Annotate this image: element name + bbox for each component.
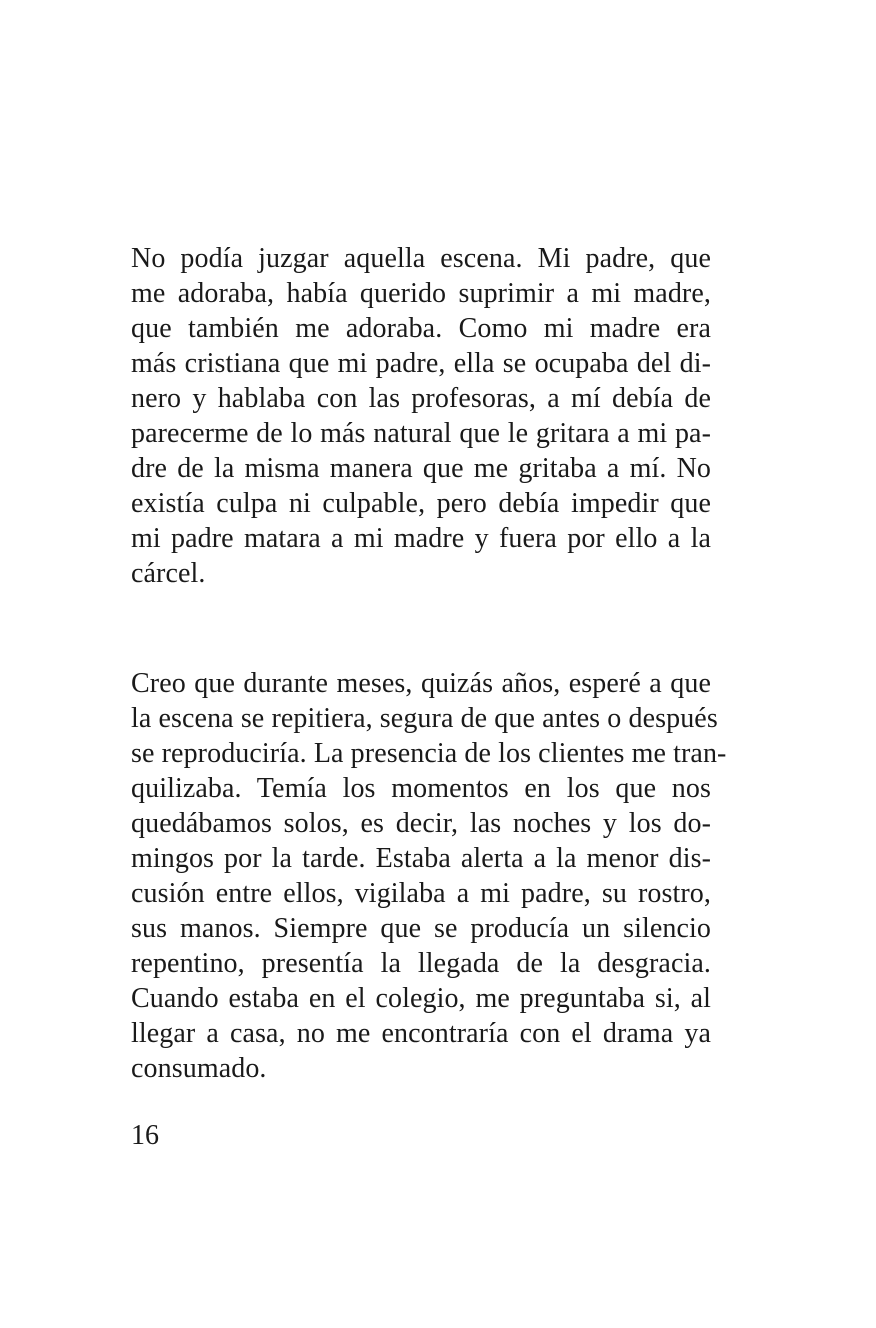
- paragraph-line: consumado.: [131, 1053, 267, 1084]
- paragraph-line: que también me adoraba. Como mi madre era: [131, 313, 711, 344]
- paragraph-line: cusión entre ellos, vigilaba a mi padre, su rostro,: [131, 878, 711, 909]
- paragraph-line: nero y hablaba con las profesoras, a mí debía de: [131, 383, 711, 414]
- paragraph-line: existía culpa ni culpable, pero debía impedir que: [131, 488, 711, 519]
- page-number: 16: [131, 1120, 159, 1151]
- paragraph-line: Cuando estaba en el colegio, me preguntaba si, al: [131, 983, 711, 1014]
- paragraph-line: se reproduciría. La presencia de los clientes me tran-: [131, 738, 727, 769]
- paragraph-line: repentino, presentía la llegada de la desgracia.: [131, 948, 711, 979]
- paragraph-line: Creo que durante meses, quizás años, esperé a que: [131, 668, 711, 699]
- paragraph-line: me adoraba, había querido suprimir a mi madre,: [131, 278, 711, 309]
- paragraph-line: llegar a casa, no me encontraría con el drama ya: [131, 1018, 711, 1049]
- paragraph-line: No podía juzgar aquella escena. Mi padre, que: [131, 243, 711, 274]
- paragraph-line: quilizaba. Temía los momentos en los que nos: [131, 773, 711, 804]
- paragraph-line: más cristiana que mi padre, ella se ocupaba del di-: [131, 348, 711, 379]
- paragraph-line: cárcel.: [131, 558, 206, 589]
- paragraph-line: mi padre matara a mi madre y fuera por ello a la: [131, 523, 711, 554]
- paragraph-line: mingos por la tarde. Estaba alerta a la menor dis-: [131, 843, 711, 874]
- paragraph-2: [131, 666, 727, 1086]
- paragraph-line: la escena se repitiera, segura de que antes o después: [131, 703, 718, 734]
- paragraph-1: [131, 241, 711, 591]
- paragraph-line: dre de la misma manera que me gritaba a mí. No: [131, 453, 711, 484]
- paragraph-line: quedábamos solos, es decir, las noches y los do-: [131, 808, 711, 839]
- paragraph-line: parecerme de lo más natural que le gritara a mi pa-: [131, 418, 711, 449]
- paragraph-line: sus manos. Siempre que se producía un silencio: [131, 913, 711, 944]
